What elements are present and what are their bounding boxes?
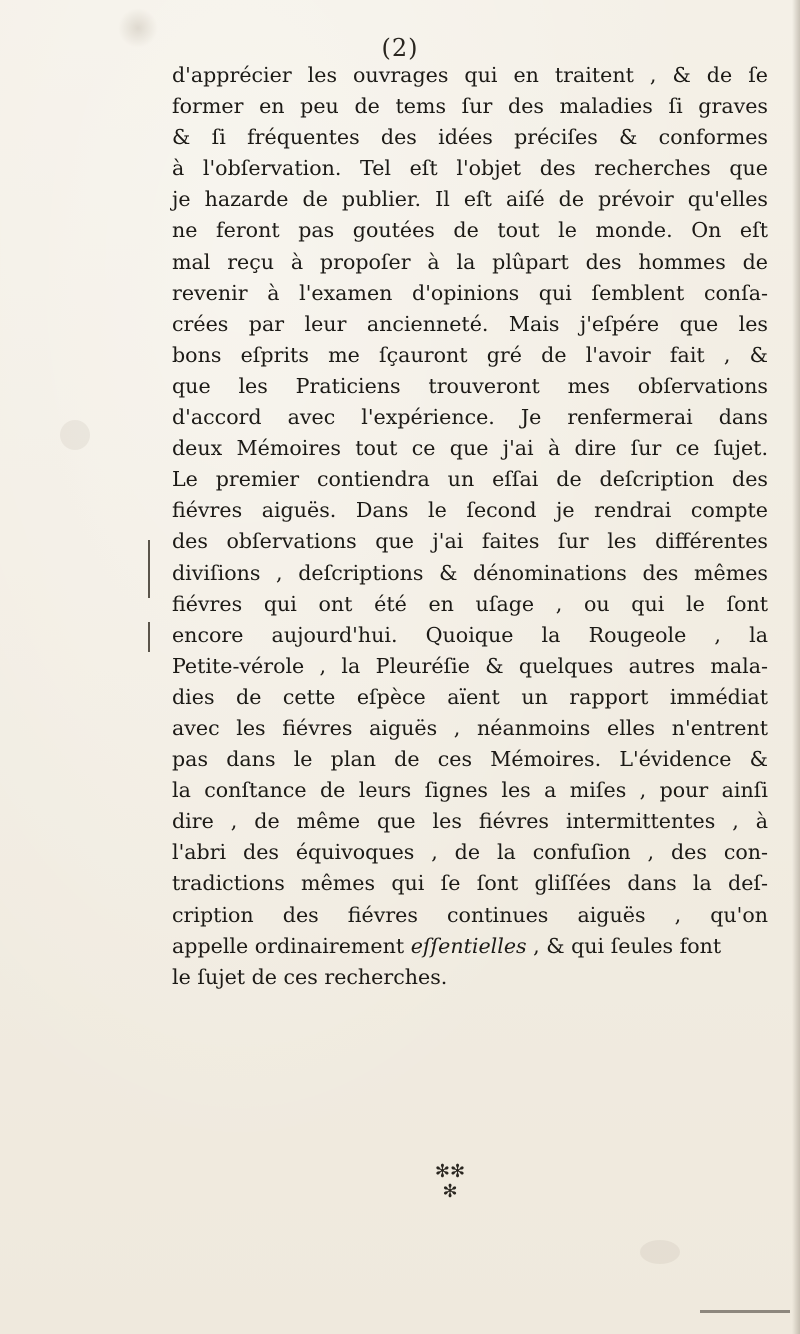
text-line: former en peu de tems ſur des maladies ſi graves: [172, 94, 768, 119]
text-line: à l'obſervation. Tel eſt l'objet des recherches que: [172, 156, 768, 181]
paper-stain: [118, 8, 158, 48]
tail-ornament: [420, 1162, 480, 1202]
text-line: Le premier contiendra un eſſai de deſcription des: [172, 467, 768, 492]
text-line: ne feront pas goutées de tout le monde. On eſt: [172, 218, 768, 243]
text-line: revenir à l'examen d'opinions qui ſemblent conſa-: [172, 280, 768, 305]
text-line: pas dans le plan de ces Mémoires. L'évidence &: [172, 747, 768, 772]
text-fragment: appelle ordinairement: [172, 933, 405, 958]
text-line: diviſions , deſcriptions & dénominations des mêmes: [172, 560, 768, 585]
margin-mark: [148, 540, 150, 598]
page-edge-shadow: [792, 0, 800, 1334]
text-line: mal reçu à propoſer à la plûpart des hommes de: [172, 249, 768, 274]
text-line: des obſervations que j'ai faites ſur les différentes: [172, 529, 768, 554]
page-number: (2): [381, 34, 419, 62]
ornament-row: ✻✻: [434, 1161, 466, 1182]
text-line: d'apprécier les ouvrages qui en traitent , & de ſe: [172, 63, 768, 87]
margin-mark: [148, 622, 150, 652]
ornament-row: ✻: [442, 1181, 458, 1202]
text-line: cription des fiévres continues aiguës , qu'on: [172, 902, 768, 927]
text-fragment: , & qui ſeules font: [526, 933, 722, 958]
text-line: je hazarde de publier. Il eſt aiſé de prévoir qu'elles: [172, 187, 768, 212]
text-line: dire , de même que les fiévres intermittentes , à: [172, 809, 768, 834]
text-line: encore aujourd'hui. Quoique la Rougeole , la: [172, 622, 768, 647]
paper-stain: [60, 420, 90, 450]
text-line: fiévres qui ont été en uſage , ou qui le ſont: [172, 591, 768, 616]
text-line: la conſtance de leurs ſignes les a miſes , pour ainſi: [172, 778, 768, 803]
text-line: tradictions mêmes qui ſe ſont gliſſées dans la deſ-: [172, 871, 768, 896]
text-line: l'abri des équivoques , de la confuſion , des con-: [172, 840, 768, 865]
text-line: fiévres aiguës. Dans le ſecond je rendrai compte: [172, 498, 768, 523]
page-body-text: [172, 60, 768, 993]
text-line: deux Mémoires tout ce que j'ai à dire ſur ce ſujet.: [172, 436, 768, 461]
text-line: avec les fiévres aiguës , néanmoins elles n'entrent: [172, 715, 768, 740]
text-line: bons eſprits me ſçauront gré de l'avoir fait , &: [172, 342, 768, 367]
text-line: le ſujet de ces recherches.: [172, 964, 448, 989]
italic-term: eſſentielles: [410, 933, 527, 958]
text-line: d'accord avec l'expérience. Je renfermerai dans: [172, 405, 768, 430]
paper-edge-mark: [700, 1310, 790, 1313]
paper-stain: [640, 1240, 680, 1264]
text-line: Petite-vérole , la Pleuréſie & quelques autres mala-: [172, 653, 768, 678]
text-line: & ſi fréquentes des idées préciſes & conformes: [172, 125, 768, 150]
text-line: [172, 931, 768, 962]
text-line: que les Praticiens trouveront mes obſervations: [172, 373, 768, 398]
text-line: dies de cette eſpèce aïent un rapport immédiat: [172, 684, 768, 709]
text-line: crées par leur ancienneté. Mais j'eſpére que les: [172, 311, 768, 336]
